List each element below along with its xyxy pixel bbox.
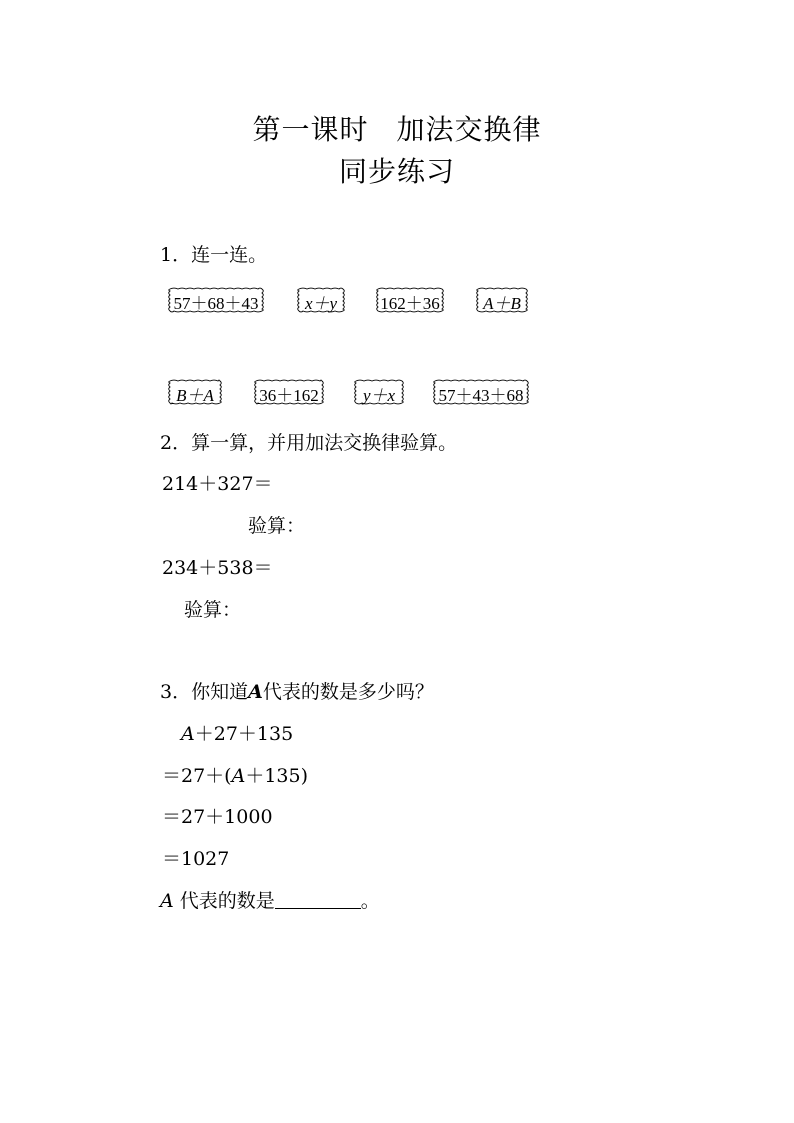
q2-expression-1: 214＋327＝: [162, 473, 273, 495]
q2-check-label-2: 验算：: [184, 599, 242, 621]
q3-answer-text: 代表的数是: [173, 890, 275, 912]
match-card-top-1[interactable]: [166, 287, 266, 313]
q3-step-1-var: A: [181, 723, 195, 745]
q3-variable: A: [248, 681, 263, 703]
q3-step-2-a: ＝27＋(: [162, 765, 232, 787]
q3-answer-line: [160, 886, 380, 913]
q1-prompt: 1．连一连。: [160, 244, 268, 266]
q3-prompt-start: 3．你知道: [160, 681, 249, 703]
lesson-title: [0, 108, 794, 148]
match-card-label: 162＋36: [380, 294, 440, 313]
match-card-label: B＋A: [176, 386, 214, 405]
q3-answer-var: A: [160, 890, 174, 912]
worksheet-subtitle: 同步练习: [338, 155, 455, 188]
answer-blank[interactable]: [275, 890, 361, 909]
match-card-label: y＋x: [362, 386, 396, 405]
match-card-label: x＋y: [304, 294, 338, 313]
q3-prompt-end: 代表的数是多少吗？: [262, 681, 434, 703]
lesson-number: 第一课时: [252, 113, 369, 146]
match-card-label: 36＋162: [259, 386, 319, 405]
q3-step-2-var: A: [231, 765, 246, 787]
q2-expression-2: 234＋538＝: [162, 557, 273, 579]
match-card-top-2[interactable]: [295, 287, 347, 313]
match-card-bottom-2[interactable]: [252, 379, 326, 405]
q3-step-3: ＝27＋1000: [162, 806, 273, 828]
q3-step-1: [181, 719, 293, 746]
match-card-label: A＋B: [483, 294, 521, 313]
match-card-top-4[interactable]: [474, 287, 530, 313]
match-card-bottom-1[interactable]: [166, 379, 224, 405]
q3-step-2: [162, 761, 308, 788]
q2-prompt: 2．算一算，并用加法交换律验算。: [160, 432, 458, 454]
match-card-label: 57＋43＋68: [438, 386, 524, 405]
q2-check-label-1: 验算：: [248, 515, 306, 537]
q3-step-4: ＝1027: [162, 848, 230, 870]
q3-step-2-b: ＋135): [245, 765, 309, 787]
lesson-topic: 加法交换律: [396, 113, 542, 146]
q3-answer-end: 。: [360, 890, 380, 912]
match-card-top-3[interactable]: [374, 287, 446, 313]
q3-prompt: [160, 677, 434, 704]
match-card-label: 57＋68＋43: [173, 294, 259, 313]
match-card-bottom-4[interactable]: [431, 379, 531, 405]
match-card-bottom-3[interactable]: [352, 379, 406, 405]
q3-step-1-rest: ＋27＋135: [194, 723, 294, 745]
